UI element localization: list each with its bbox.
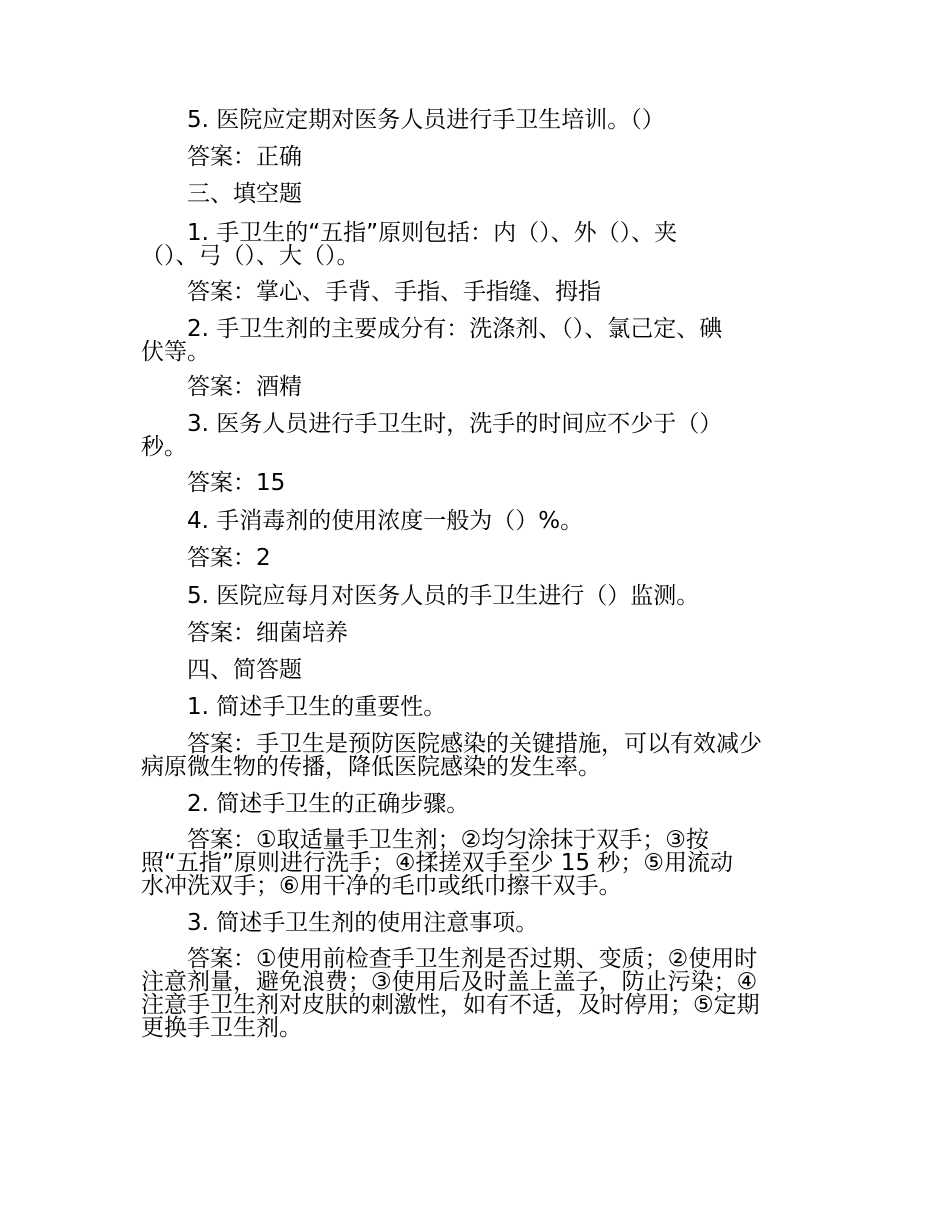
answer-short-3-line-1: 答案：①使用前检查手卫生剂是否过期、变质；②使用时	[187, 946, 758, 972]
section-heading-short-answer: 四、简答题	[187, 657, 302, 683]
question-tf-5: 5. 医院应定期对医务人员进行手卫生培训。（）	[187, 107, 665, 133]
answer-short-1-line-2: 病原微生物的传播，降低医院感染的发生率。	[141, 754, 601, 780]
answer-fill-1: 答案：掌心、手背、手指、手指缝、拇指	[187, 279, 601, 305]
section-heading-fill-in: 三、填空题	[187, 181, 302, 207]
question-fill-1-line-2: （）、弓（）、大（）。	[141, 243, 360, 269]
answer-short-2-line-1: 答案：①取适量手卫生剂；②均匀涂抹于双手；③按	[187, 827, 709, 853]
question-fill-1-line-1: 1. 手卫生的“五指”原则包括：内（）、外（）、夹	[187, 220, 678, 246]
question-fill-5: 5. 医院应每月对医务人员的手卫生进行（）监测。	[187, 583, 700, 609]
question-fill-3-line-2: 秒。	[141, 434, 187, 460]
question-fill-4: 4. 手消毒剂的使用浓度一般为（）%。	[187, 508, 584, 534]
question-fill-3-line-1: 3. 医务人员进行手卫生时，洗手的时间应不少于（）	[187, 411, 723, 437]
answer-short-3-line-2: 注意剂量，避免浪费；③使用后及时盖上盖子，防止污染；④	[141, 969, 758, 995]
question-short-1: 1. 简述手卫生的重要性。	[187, 694, 447, 720]
answer-fill-4: 答案：2	[187, 545, 271, 571]
answer-tf-5: 答案：正确	[187, 144, 302, 170]
answer-short-2-line-3: 水冲洗双手；⑥用干净的毛巾或纸巾擦干双手。	[141, 873, 622, 899]
answer-short-1-line-1: 答案：手卫生是预防医院感染的关键措施，可以有效减少	[187, 731, 762, 757]
answer-fill-2: 答案：酒精	[187, 374, 302, 400]
question-short-3: 3. 简述手卫生剂的使用注意事项。	[187, 910, 539, 936]
question-short-2: 2. 简述手卫生的正确步骤。	[187, 791, 470, 817]
question-fill-2-line-2: 伏等。	[141, 339, 210, 365]
answer-short-2-line-2: 照“五指”原则进行洗手；④揉搓双手至少 15 秒；⑤用流动	[141, 850, 733, 876]
answer-fill-5: 答案：细菌培养	[187, 620, 348, 646]
answer-fill-3: 答案：15	[187, 470, 286, 496]
question-fill-2-line-1: 2. 手卫生剂的主要成分有：洗涤剂、（）、氯己定、碘	[187, 316, 723, 342]
answer-short-3-line-3: 注意手卫生剂对皮肤的刺激性，如有不适，及时停用；⑤定期	[141, 992, 760, 1018]
answer-short-3-line-4: 更换手卫生剂。	[141, 1015, 302, 1041]
